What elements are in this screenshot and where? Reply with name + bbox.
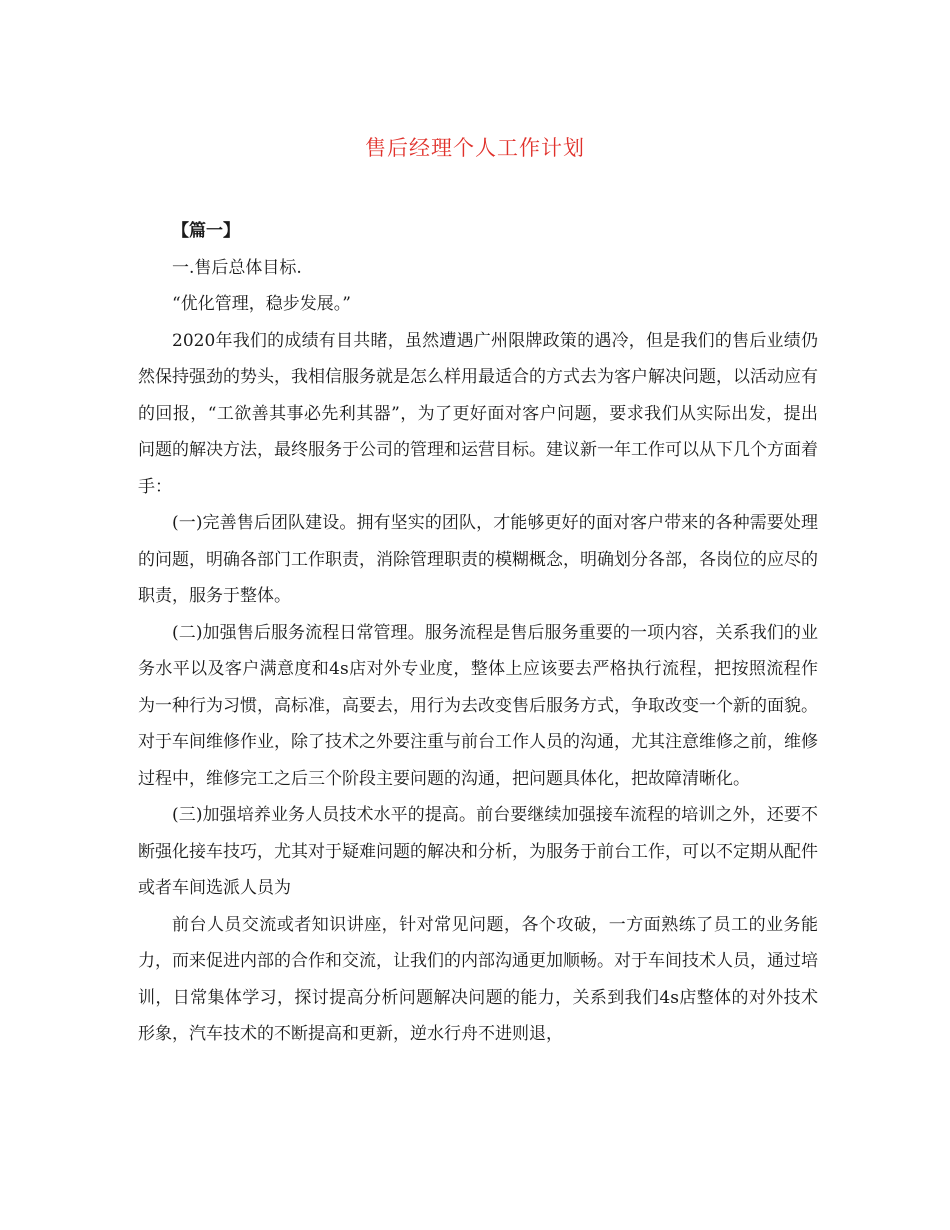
paragraph-item-2: (二)加强售后服务流程日常管理。服务流程是售后服务重要的一项内容，关系我们的业务水平以及客户满意度和4s店对外专业度，整体上应该要去严格执行流程，把按照流程作为一种行为习惯，高标准，高要去，用行为去改变售后服务方式，争取改变一个新的面貌。对于车间维修作业，除了技术之外要注重与前台工作人员的沟通，尤其注意维修之前，维修过程中，维修完工之后三个阶段主要问题的沟通，把问题具体化，把故障清晰化。 [138,622,818,789]
paragraph-item-3: (三)加强培养业务人员技术水平的提高。前台要继续加强接车流程的培训之外，还要不断强化接车技巧，尤其对于疑难问题的解决和分析，为服务于前台工作，可以不定期从配件或者车间选派人员为 [138,805,818,898]
document-body [138,213,818,1053]
paragraph-item-3-cont: 前台人员交流或者知识讲座，针对常见问题，各个攻破，一方面熟练了员工的业务能力，而来促进内部的合作和交流，让我们的内部沟通更加顺畅。对于车间技术人员，通过培训，日常集体学习，探讨提高分析问题解决问题的能力，关系到我们4s店整体的对外技术形象，汽车技术的不断提高和更新，逆水行舟不进则退， [138,914,818,1044]
paragraph-intro: 2020年我们的成绩有目共睹，虽然遭遇广州限牌政策的遇冷，但是我们的售后业绩仍然保持强劲的势头，我相信服务就是怎么样用最适合的方式去为客户解决问题，以活动应有的回报，“工欲善其事必先利其器”，为了更好面对客户问题，要求我们从实际出发，提出问题的解决方法，最终服务于公司的管理和运营目标。建议新一年工作可以从下几个方面着手： [138,330,818,497]
section-heading: 【篇一】 [172,221,240,241]
document-title: 售后经理个人工作计划 [365,136,585,160]
paragraph-item-1: (一)完善售后团队建设。拥有坚实的团队，才能够更好的面对客户带来的各种需要处理的问题，明确各部门工作职责，消除管理职责的模糊概念，明确划分各部，各岗位的应尽的职责，服务于整体。 [138,513,818,606]
paragraph-slogan: “优化管理，稳步发展。” [172,294,351,314]
paragraph-goal-heading: 一.售后总体目标. [172,257,302,278]
